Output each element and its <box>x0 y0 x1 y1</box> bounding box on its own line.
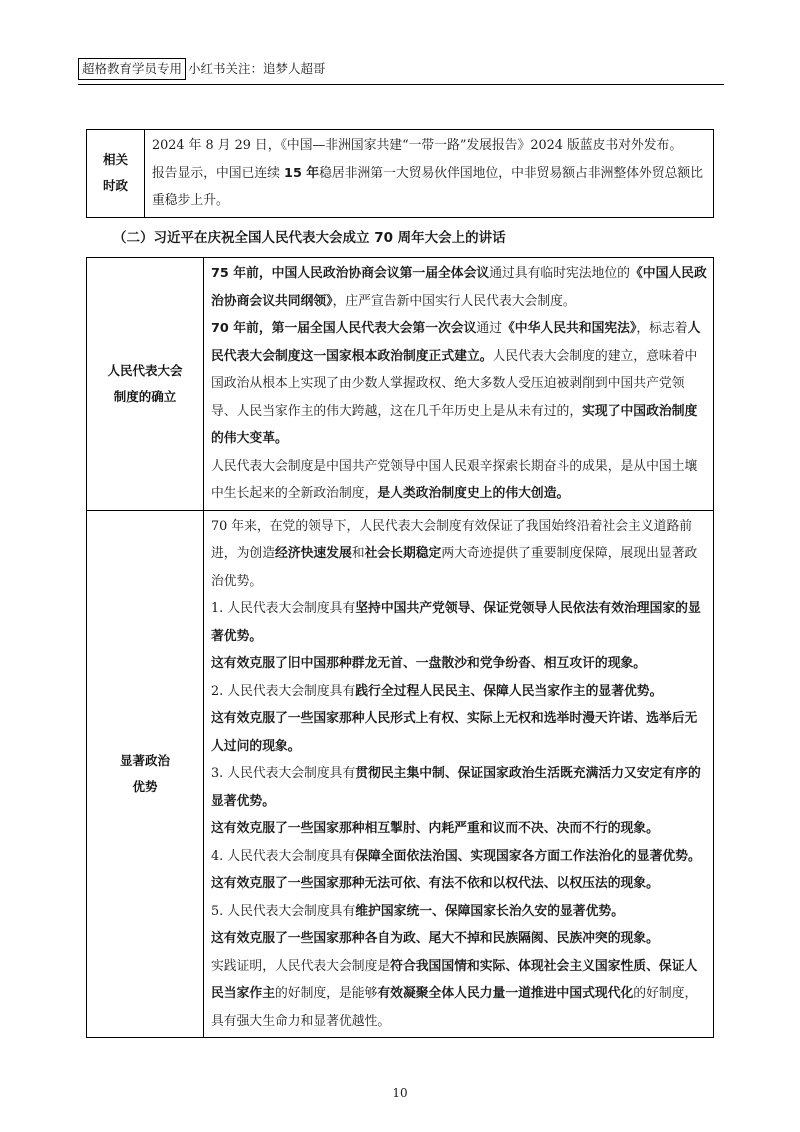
row-label <box>87 510 204 1038</box>
list-item: 2. 人民代表大会制度具有践行全过程人民民主、保障人民当家作主的显著优势。 <box>211 683 663 699</box>
row-label-line: 相关 <box>102 152 128 168</box>
paragraph: 75 年前，中国人民政治协商会议第一届全体会议通过具有临时宪法地位的《中国人民政治协商会议共同纲领》，庄严宣告新中国实行人民代表大会制度。 <box>211 266 707 309</box>
list-item-note: 这有效克服了一些国家那种各自为政、尾大不掉和民族隔阂、民族冲突的现象。 <box>211 931 659 946</box>
paragraph: 70 年前，第一届全国人民代表大会第一次会议通过《中华人民共和国宪法》，标志着人民代表大会制度这一国家根本政治制度正式建立。人民代表大会制度的建立，意味着中国政治从根本上实现了由少数人掌握政权、绝大多数人受压迫被剥削到中国共产党领导、人民当家作主的伟大跨越，这在几千年历史上是从未有过的，实现了中国政治制度的伟大变革。 <box>211 321 701 446</box>
row-label <box>87 258 204 511</box>
list-item-note: 这有效克服了一些国家那种相互掣肘、内耗严重和议而不决、决而不行的现象。 <box>211 821 659 836</box>
row-label-line: 显著政治 <box>119 752 170 768</box>
header-rule <box>78 84 724 85</box>
list-item: 5. 人民代表大会制度具有维护国家统一、保障国家长治久安的显著优势。 <box>211 903 624 919</box>
row-label-line: 优势 <box>132 778 158 794</box>
header-boxed-label: 超格教育学员专用 <box>78 58 186 80</box>
row-content <box>204 258 714 511</box>
section-heading: （二）习近平在庆祝全国人民代表大会成立 70 周年大会上的讲话 <box>113 230 506 246</box>
related-politics-table <box>86 129 714 218</box>
list-item-note: 这有效克服了一些国家那种人民形式上有权、实际上无权和选举时漫天许诺、选举后无人过问的现象。 <box>211 711 698 754</box>
row-label-line: 人民代表大会 <box>107 362 183 378</box>
list-item: 1. 人民代表大会制度具有坚持中国共产党领导、保证党领导人民依法有效治理国家的显著优势。 <box>211 601 701 644</box>
row-content <box>204 510 714 1038</box>
paragraph: 实践证明，人民代表大会制度是符合我国国情和实际、体现社会主义国家性质、保证人民当家作主的好制度，是能够有效凝聚全体人民力量一道推进中国式现代化的好制度，具有强大生命力和显著优越性。 <box>211 958 698 1029</box>
page-header <box>78 58 326 80</box>
paragraph: 人民代表大会制度是中国共产党领导中国人民艰辛探索长期奋斗的成果，是从中国土壤中生长起来的全新政治制度，是人类政治制度史上的伟大创造。 <box>211 458 698 501</box>
table-row <box>87 510 714 1038</box>
list-item-note: 这有效克服了旧中国那种群龙无首、一盘散沙和党争纷沓、相互攻讦的现象。 <box>211 656 647 671</box>
header-note: 小红书关注：追梦人超哥 <box>188 61 326 76</box>
row-label-line: 时政 <box>102 178 128 194</box>
row-content <box>145 130 714 218</box>
page-number: 10 <box>392 1086 408 1100</box>
paragraph: 2024 年 8 月 29 日，《中国—非洲国家共建“一带一路”发展报告》2024 版蓝皮书对外发布。 <box>152 138 683 153</box>
paragraph: 报告显示，中国已连续 15 年稳居非洲第一大贸易伙伴国地位，中非贸易额占非洲整体外贸总额比重稳步上升。 <box>152 165 704 208</box>
paragraph: 70 年来，在党的领导下，人民代表大会制度有效保证了我国始终沿着社会主义道路前进，为创造经济快速发展和社会长期稳定两大奇迹提供了重要制度保障，展现出显著政治优势。 <box>211 518 698 589</box>
list-item-note: 这有效克服了一些国家那种无法可依、有法不依和以权代法、以权压法的现象。 <box>211 876 659 891</box>
row-label <box>87 130 145 218</box>
row-label-line: 制度的确立 <box>113 388 177 404</box>
list-item: 3. 人民代表大会制度具有贯彻民主集中制、保证国家政治生活既充满活力又安定有序的显著优势。 <box>211 766 701 809</box>
table-row <box>87 130 714 218</box>
speech-summary-table <box>86 257 714 1038</box>
table-row <box>87 258 714 511</box>
emphasis: 15 年 <box>284 165 320 181</box>
list-item: 4. 人民代表大会制度具有保障全面依法治国、实现国家各方面工作法治化的显著优势。 <box>211 848 701 864</box>
